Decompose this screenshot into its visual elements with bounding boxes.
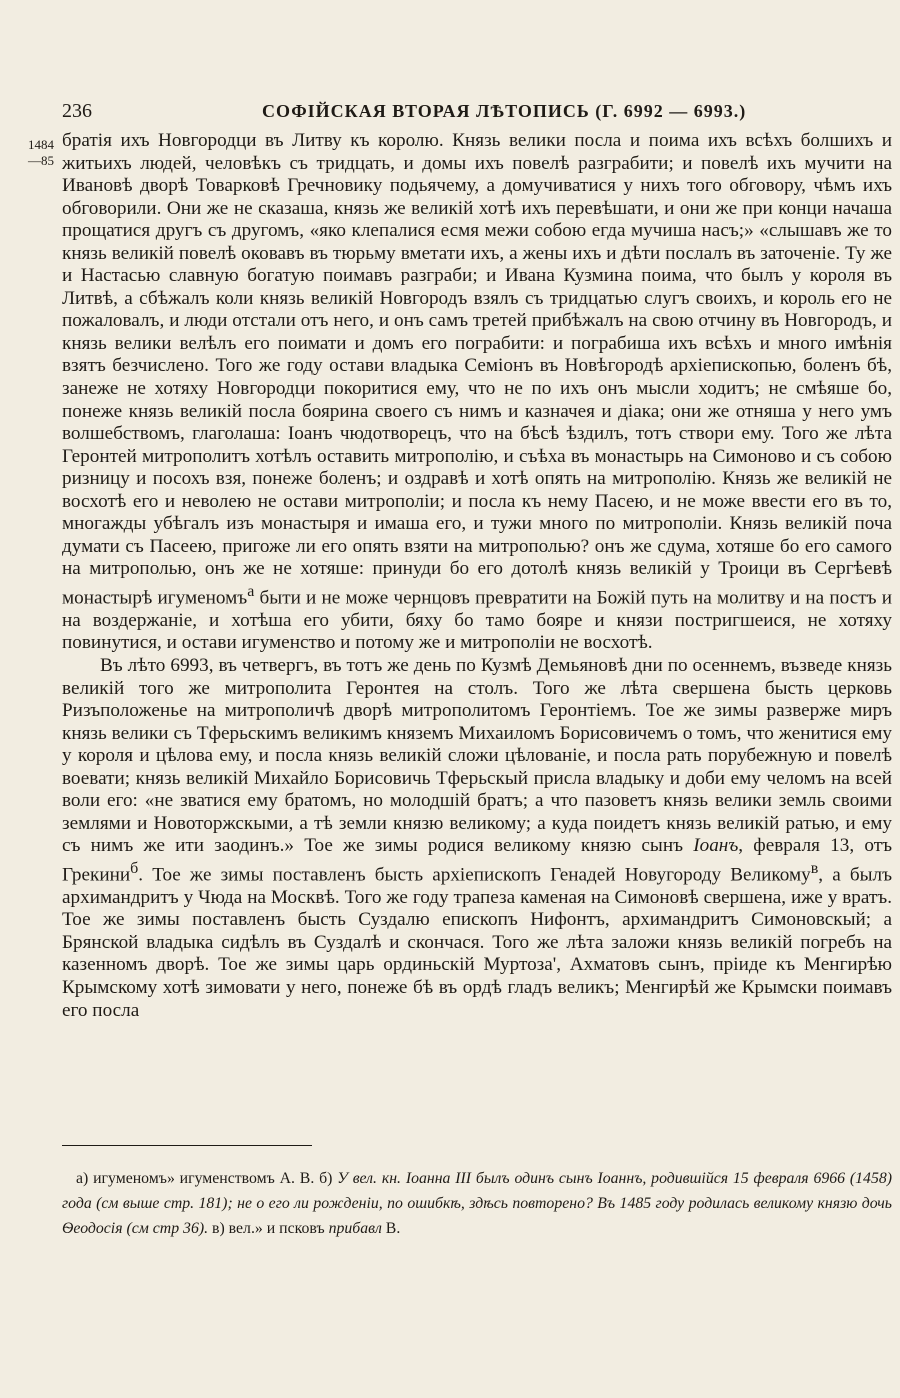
footnote-a: а) игуменомъ» игуменствомъ А. В. б)	[76, 1170, 338, 1187]
paragraph-2-text-b: , февраля 13, отъ Грекини	[62, 835, 892, 886]
footnotes	[62, 1166, 892, 1241]
paragraph-2-text-d: , а былъ архимандритъ у Чюда на Москвѣ. Того же году трапеза каменая на Симоновѣ свершена, иже у вратъ. Тое же зимы поставленъ бысть Суздалю епископъ Нифонтъ, архимандритъ Симоновскый; а Брянской владыка сидѣлъ въ Суздалѣ и скончася. Того же лѣта заложи князь великій погребъ на казенномъ дворѣ. Тое же зимы царь ординьскій Муртоза', Ахматовъ сынъ, пріиде къ Менгирѣю Крымскому хотѣ зимовати у него, понеже бѣ въ ордѣ гладъ великъ; Менгирѣй же Крымски поимавъ его посла	[62, 864, 892, 1021]
footnote-b: У вел. кн. Іоанна III былъ одинъ сынъ Іоаннъ, родившійся 15 февраля 6966 (1458) года (см выше стр. 181); не о его ли рожденіи, по ошибкѣ, здѣсь повторено? Въ 1485 году родилась великому князю дочь Ѳеодосія (см стр 36).	[62, 1170, 892, 1237]
footnote-divider	[62, 1145, 312, 1146]
footnote-ref-c: в	[810, 859, 819, 877]
paragraph-1-end: быти и не може чернцовъ превратити на Божій путь на молитву и на постъ и на воздержаніе, и хотѣша его убити, бяху бо тамо бояре и князи постригшеися, не хотяху повинутися, и остави игуменство и потому же и митрополіи не восхотѣ.	[62, 587, 893, 654]
paragraph-2-text-a: Въ лѣто 6993, въ четвергъ, въ тотъ же день по Кузмѣ Демьяновѣ дни по осеннемъ, възведе князь великій того же митрополита Геронтея на столъ. Того же лѣта свершена бысть церковь Ризъположенье на митрополичѣ дворѣ митрополитомъ Геронтіемъ. Тое же зимы разверже миръ князь велики съ Тферьскимъ великимъ княземъ Михаиломъ Борисовичемъ о томъ, что женитися ему у короля и цѣлова ему, и посла князь великій сложи цѣлованіе, и посла рать порубежную и повелѣ воевати; князь великій Михайло Борисовичь Тферьскый присла владыку и доби ему челомъ на всей воли его: «не зватися ему братомъ, но молодшій братъ; а что пазоветъ князь велики земль своими землями и Новоторжскыми, а тѣ земли князю великому; а куда поидетъ князь великій ратью, и ему съ нимъ же ити заодинъ.» Тое же зимы родися великому князю сынъ	[62, 654, 892, 857]
paragraph-2-italic-name: Іоанъ	[693, 835, 739, 857]
footnote-block	[62, 1166, 892, 1241]
margin-year: 1484	[28, 137, 54, 152]
paragraph-2	[62, 655, 892, 1022]
footnote-c: в) вел.» и псковъ	[208, 1220, 329, 1237]
paragraph-1	[62, 130, 892, 655]
footnote-ref-b: б	[130, 859, 139, 877]
footnote-c-end: В.	[381, 1220, 401, 1237]
footnote-c-italic: прибавл	[328, 1220, 382, 1237]
margin-year-continued: —85	[28, 153, 54, 168]
page-number: 236	[62, 100, 92, 122]
footnote-ref-a: а	[247, 582, 255, 600]
paragraph-2-text-c: . Тое же зимы поставленъ бысть архіепископъ Генадей Новугороду Великому	[138, 864, 811, 886]
chronicle-text	[62, 130, 892, 1022]
paragraph-1-text: братія ихъ Новгородци въ Литву къ королю. Князь велики посла и поима ихъ всѣхъ болшихъ и житьихъ людей, человѣкъ съ тридцать, и домы ихъ повелѣ разграбити; и повелѣ ихъ мучити на Ивановѣ дворѣ Товарковѣ Гречновику подьячему, а домучиватися у нихъ того обговору, чѣмъ ихъ обговорили. Они же не сказаша, князь же великій хотѣ ихъ перевѣшати, и они же при конци начаша прощатися другъ съ другомъ, «яко клепалися есмя межи собою егда мучиша насъ;» «слышавъ же то князь великій повелѣ оковавъ въ тюрьму вметати ихъ, а жены ихъ и дѣти послалъ въ заточеніе. Ту же и Настасью славную богатую поимавъ разграби; и Ивана Кузмина поима, что былъ у короля въ Литвѣ, а сбѣжалъ коли князь великій Новгородъ взялъ съ тридцатью слугъ своихъ, и король его не пожаловалъ, и люди отстали отъ него, и онъ самъ третей прибѣжалъ на свою отчину въ Новгородъ, и князь велики велѣлъ его поимати и домъ его пограбити: и пограбиша ихъ всѣхъ и много имѣнія взятъ безчислено. Того же году остави владыка Семіонъ въ Новѣгородѣ архіепископью, боленъ бѣ, занеже не хотяху Новгородци покоритися ему, что не по ихъ онъ мысли ходитъ; не смѣяше бо, понеже князь великій посла боярина своего съ нимъ и казначея и діака; они же отняша у него умъ волшебствомъ, глаголаша: Іоанъ чюдотворецъ, что на бѣсѣ ѣздилъ, тотъ створи ему. Того же лѣта Геронтей митрополитъ хотѣлъ оставить митрополію, и съѣха въ монастырь на Симоново и съ собою ризницу и посохъ взя, понеже боленъ; и оздравѣ и хотѣ опять на митрополію. Князь же великій не восхотѣ его и неволею не остави митрополіи; и посла къ нему Пасею, и не може ввести его въ то, многажды убѣгалъ изъ монастыря и имаша его, и тужи много по митрополіи. Князь великій поча думати съ Пасеею, пригоже ли его опять взяти на митрополью? онъ же сдума, хотяше бо его самого на митрополью, онъ же не хотяше: принуди бо его дотолѣ князь великій у Троици въ Сергѣевѣ монастырѣ игуменомъ	[62, 130, 892, 609]
running-title: СОФІЙСКАЯ ВТОРАЯ ЛѢТОПИСЬ (Г. 6992 — 6993.)	[262, 101, 747, 121]
